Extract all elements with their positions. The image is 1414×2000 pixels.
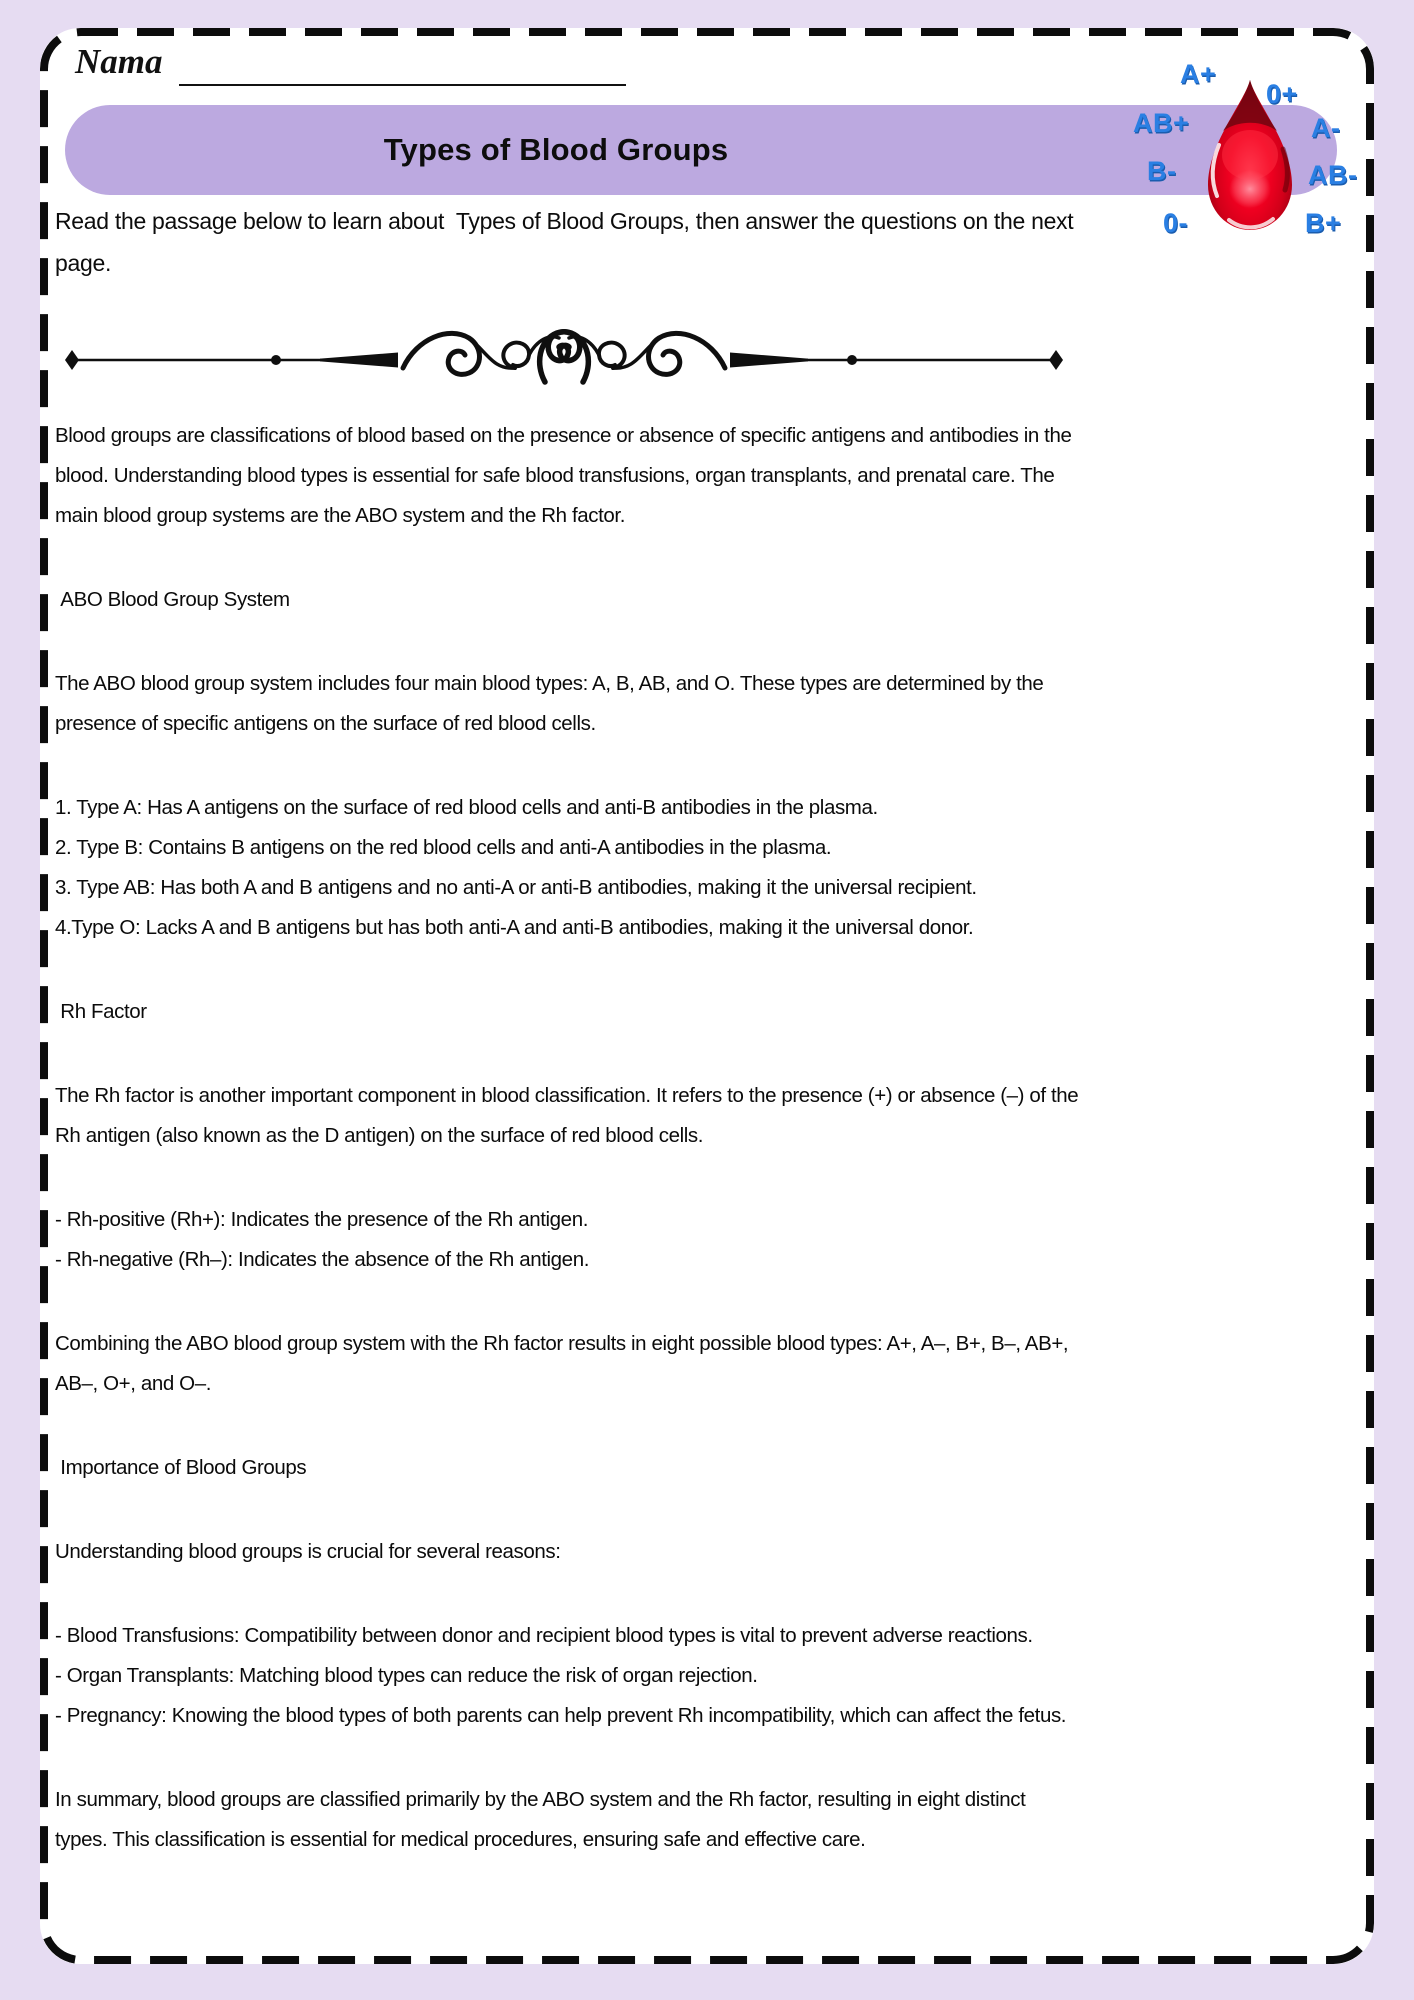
paragraph-rh: The Rh factor is another important component in blood classification. It refers to the presence (+) or absence (–) of the Rh antigen (also known as the D antigen) on the surface of red blood cells.: [55, 1084, 1079, 1147]
blood-type-label: 0-: [1163, 208, 1189, 238]
list-item: - Rh-positive (Rh+): Indicates the presence of the Rh antigen.: [55, 1208, 588, 1231]
list-item: 3. Type AB: Has both A and B antigens and no anti-A or anti-B antibodies, making it the universal recipient.: [55, 876, 977, 899]
paragraph-reasons: Understanding blood groups is crucial for several reasons:: [55, 1540, 561, 1563]
list-abo-types: [55, 788, 1080, 948]
blood-drop-illustration: [1135, 53, 1374, 275]
section-heading-abo: ABO Blood Group System: [55, 588, 290, 611]
name-row: [75, 38, 626, 86]
section-heading-importance: Importance of Blood Groups: [55, 1456, 307, 1479]
list-item: - Blood Transfusions: Compatibility between donor and recipient blood types is vital to prevent adverse reactions.: [55, 1624, 1033, 1647]
paragraph-intro: Blood groups are classifications of blood based on the presence or absence of specific antigens and antibodies in the blood. Understanding blood types is essential for safe blood transfusions, organ transplants, and prenatal care. The main blood group systems are the ABO system and the Rh factor.: [55, 424, 1072, 527]
paragraph-abo: The ABO blood group system includes four main blood types: A, B, AB, and O. These types are determined by the presence of specific antigens on the surface of red blood cells.: [55, 672, 1044, 735]
list-item: - Organ Transplants: Matching blood types can reduce the risk of organ rejection.: [55, 1664, 758, 1687]
paragraph-summary: In summary, blood groups are classified primarily by the ABO system and the Rh factor, resulting in eight distinct types. This classification is essential for medical procedures, ensuring safe and effective care.: [55, 1788, 1026, 1851]
blood-type-label: B-: [1147, 156, 1177, 186]
worksheet-page: [40, 28, 1374, 1964]
blood-type-label: A+: [1180, 59, 1217, 89]
list-item: - Rh-negative (Rh–): Indicates the absence of the Rh antigen.: [55, 1248, 589, 1271]
list-importance: [55, 1616, 1080, 1736]
paragraph-combining: Combining the ABO blood group system with the Rh factor results in eight possible blood types: A+, A–, B+, B–, AB+, AB–, O+, and O–.: [55, 1332, 1069, 1395]
name-input-line[interactable]: [179, 44, 626, 86]
list-item: - Pregnancy: Knowing the blood types of both parents can help prevent Rh incompatibility, which can affect the fetus.: [55, 1704, 1067, 1727]
blood-type-label: A-: [1311, 113, 1341, 143]
passage: [55, 416, 1080, 1860]
section-heading-rh: Rh Factor: [55, 1000, 147, 1023]
list-rh: [55, 1200, 1080, 1280]
list-item: 2. Type B: Contains B antigens on the red blood cells and anti-A antibodies in the plasma.: [55, 836, 832, 859]
blood-type-label: B+: [1305, 208, 1342, 238]
swirl-ornament: [403, 332, 725, 382]
blood-type-label: 0+: [1266, 79, 1298, 109]
list-item: 1. Type A: Has A antigens on the surface of red blood cells and anti-B antibodies in the plasma.: [55, 796, 878, 819]
name-label: Nama: [75, 42, 163, 81]
page-title: Types of Blood Groups: [383, 132, 729, 167]
blood-type-label: AB+: [1133, 108, 1190, 138]
list-item: 4.Type O: Lacks A and B antigens but has both anti-A and anti-B antibodies, making it the universal donor.: [55, 916, 974, 939]
blood-type-label: AB-: [1308, 160, 1358, 190]
ornamental-divider: [64, 328, 1064, 400]
instruction-text: Read the passage below to learn about Types of Blood Groups, then answer the questions on the next page.: [55, 208, 1086, 276]
